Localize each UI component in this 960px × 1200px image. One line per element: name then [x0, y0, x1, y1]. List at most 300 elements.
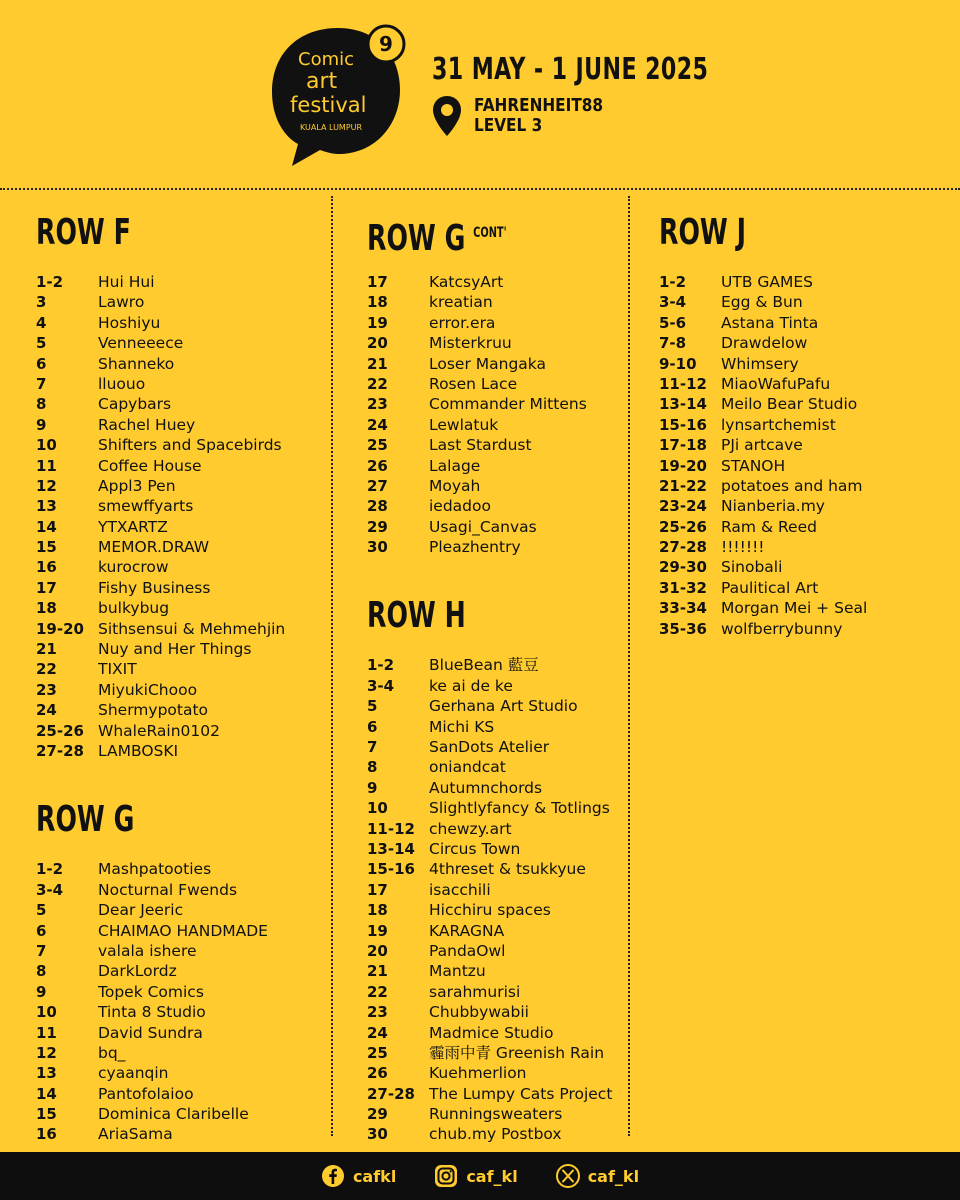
booth-number: 8 — [36, 395, 47, 414]
booth-entry — [36, 1023, 326, 1043]
exhibitor-name: Hicchiru spaces — [429, 901, 551, 920]
booth-number: 16 — [36, 558, 57, 577]
booth-number: 27-28 — [367, 1084, 415, 1103]
booth-number: 5-6 — [659, 313, 687, 332]
booth-number: 14 — [36, 517, 57, 536]
booth-entry — [36, 456, 326, 476]
exhibitor-name: Rachel Huey — [98, 415, 196, 434]
exhibitor-name: Drawdelow — [721, 334, 808, 353]
booth-number: 13 — [36, 1064, 57, 1083]
booth-number: 6 — [36, 354, 47, 373]
booth-entry — [659, 578, 939, 598]
booth-number: 4 — [36, 313, 47, 332]
booth-number: 12 — [36, 476, 57, 495]
booth-number: 11 — [36, 1023, 57, 1042]
booth-number: 25-26 — [36, 721, 84, 740]
booth-number: 21 — [367, 962, 388, 981]
exhibitor-name: oniandcat — [429, 758, 506, 777]
facebook-handle: cafkl — [352, 1166, 397, 1186]
exhibitor-name: Moyah — [429, 476, 481, 495]
booth-entry — [659, 435, 939, 455]
exhibitor-name: Coffee House — [98, 456, 202, 475]
booth-entry — [36, 496, 326, 516]
exhibitor-name: chub.my Postbox — [429, 1125, 562, 1144]
booth-entry — [36, 680, 326, 700]
booth-entry — [36, 619, 326, 639]
booth-entry — [36, 354, 326, 374]
exhibitor-name: BlueBean 藍豆 — [429, 656, 539, 675]
exhibitor-name: WhaleRain0102 — [98, 721, 220, 740]
booth-entry — [367, 435, 622, 455]
exhibitor-name: Pantofolaioo — [98, 1084, 194, 1103]
booth-number: 21-22 — [659, 476, 707, 495]
booth-entry — [36, 982, 326, 1002]
row-f-heading: ROW F — [36, 212, 131, 253]
booth-entry — [36, 374, 326, 394]
row-g-list — [36, 859, 326, 1144]
booth-entry — [36, 639, 326, 659]
booth-entry — [659, 313, 939, 333]
booth-number: 7 — [36, 941, 47, 960]
booth-entry — [36, 921, 326, 941]
booth-entry — [659, 354, 939, 374]
booth-number: 22 — [367, 982, 388, 1001]
venue-level: LEVEL 3 — [474, 115, 543, 136]
column-2 — [367, 196, 622, 1145]
booth-number: 35-36 — [659, 619, 707, 638]
exhibitor-name: KatcsyArt — [429, 273, 504, 291]
exhibitor-name: Kuehmerlion — [429, 1064, 527, 1083]
booth-number: 7 — [36, 374, 47, 393]
booth-entry — [659, 598, 939, 618]
exhibitor-name: 4threset & tsukkyue — [429, 860, 586, 879]
exhibitor-name: Hui Hui — [98, 273, 155, 291]
booth-entry — [659, 456, 939, 476]
booth-number: 17-18 — [659, 436, 707, 455]
svg-text:KUALA LUMPUR: KUALA LUMPUR — [300, 123, 363, 132]
exhibitor-name: Rosen Lace — [429, 374, 518, 393]
booth-entry — [36, 394, 326, 414]
x-handle: caf_kl — [587, 1166, 640, 1186]
exhibitor-name: Topek Comics — [98, 982, 204, 1001]
location-pin-icon — [432, 95, 462, 137]
exhibitor-name: chewzy.art — [429, 819, 512, 838]
instagram-link[interactable] — [434, 1164, 517, 1188]
exhibitor-name: KARAGNA — [429, 921, 505, 940]
exhibitor-name: YTXARTZ — [98, 517, 168, 536]
booth-entry — [36, 880, 326, 900]
booth-entry — [36, 313, 326, 333]
exhibitor-name: Nuy and Her Things — [98, 640, 252, 659]
booth-entry — [659, 333, 939, 353]
booth-number: 31-32 — [659, 578, 707, 597]
exhibitor-name: Lewlatuk — [429, 415, 499, 434]
exhibitor-name: Autumnchords — [429, 778, 543, 797]
exhibitor-name: The Lumpy Cats Project — [429, 1084, 613, 1103]
booth-entry — [36, 659, 326, 679]
instagram-icon — [434, 1164, 458, 1188]
booth-entry — [367, 333, 622, 353]
booth-entry — [659, 619, 939, 639]
booth-entry — [367, 880, 622, 900]
exhibitor-name: PJi artcave — [721, 436, 803, 455]
booth-entry — [659, 476, 939, 496]
booth-entry — [367, 496, 622, 516]
booth-entry — [659, 415, 939, 435]
booth-entry — [36, 941, 326, 961]
booth-entry — [36, 517, 326, 537]
booth-number: 7 — [367, 738, 378, 757]
booth-entry — [659, 557, 939, 577]
exhibitor-name: Loser Mangaka — [429, 354, 546, 373]
booth-number: 23-24 — [659, 497, 707, 516]
booth-number: 9-10 — [659, 354, 697, 373]
booth-number: 13 — [36, 497, 57, 516]
booth-number: 26 — [367, 456, 388, 475]
booth-entry — [36, 1002, 326, 1022]
booth-number: 29 — [367, 1105, 388, 1124]
booth-entry — [367, 1124, 622, 1144]
booth-entry — [36, 476, 326, 496]
booth-entry — [367, 456, 622, 476]
booth-entry — [367, 961, 622, 981]
exhibitor-name: AriaSama — [98, 1125, 173, 1144]
booth-entry — [36, 1104, 326, 1124]
exhibitor-name: Usagi_Canvas — [429, 517, 537, 536]
booth-entry — [367, 921, 622, 941]
exhibitor-name: Lalage — [429, 456, 481, 475]
booth-number: 3-4 — [367, 676, 395, 695]
booth-entry — [367, 374, 622, 394]
booth-entry — [367, 900, 622, 920]
booth-entry — [36, 333, 326, 353]
exhibitor-name: potatoes and ham — [721, 476, 863, 495]
booth-number: 10 — [36, 1003, 57, 1022]
booth-number: 24 — [367, 1023, 388, 1042]
row-j-list — [659, 272, 939, 639]
booth-number: 9 — [36, 415, 47, 434]
booth-number: 9 — [367, 778, 378, 797]
booth-entry — [367, 676, 622, 696]
booth-number: 22 — [367, 374, 388, 393]
exhibitor-name: Egg & Bun — [721, 293, 803, 312]
exhibitor-name: lynsartchemist — [721, 415, 836, 434]
exhibitor-name: Shermypotato — [98, 701, 209, 720]
event-info — [432, 52, 769, 137]
exhibitor-name: sarahmurisi — [429, 982, 521, 1001]
svg-text:art: art — [306, 69, 338, 94]
exhibitor-name: Hoshiyu — [98, 313, 161, 332]
booth-number: 16 — [36, 1125, 57, 1144]
booth-entry — [659, 496, 939, 516]
booth-entry — [659, 517, 939, 537]
exhibitor-name: wolfberrybunny — [721, 619, 843, 638]
booth-number: 27-28 — [659, 538, 707, 557]
booth-number: 3-4 — [659, 293, 687, 312]
exhibitor-name: iedadoo — [429, 497, 491, 516]
booth-number: 6 — [36, 921, 47, 940]
booth-number: 19 — [367, 921, 388, 940]
booth-number: 30 — [367, 1125, 388, 1144]
facebook-link[interactable] — [321, 1164, 396, 1188]
exhibitor-name: Runningsweaters — [429, 1105, 563, 1124]
cont-superscript: CONT' — [473, 225, 507, 241]
exhibitor-name: STANOH — [721, 456, 786, 475]
booth-number: 8 — [36, 962, 47, 981]
exhibitor-name: Fishy Business — [98, 578, 211, 597]
exhibitor-name: MiaoWafuPafu — [721, 374, 831, 393]
booth-entry — [36, 1124, 326, 1144]
column-3 — [659, 196, 939, 639]
booth-entry — [367, 737, 622, 757]
booth-number: 21 — [36, 640, 57, 659]
booth-entry — [367, 982, 622, 1002]
booth-number: 25 — [367, 1043, 388, 1062]
exhibitor-name: UTB GAMES — [721, 273, 813, 291]
x-link[interactable] — [556, 1164, 639, 1188]
booth-entry — [367, 415, 622, 435]
booth-entry — [367, 313, 622, 333]
exhibitor-name: TIXIT — [98, 660, 137, 679]
booth-entry — [659, 292, 939, 312]
exhibitor-name: !!!!!!! — [721, 538, 765, 557]
booth-entry — [36, 961, 326, 981]
instagram-handle: caf_kl — [466, 1166, 518, 1186]
exhibitor-name: MEMOR.DRAW — [98, 538, 210, 557]
booth-number: 23 — [367, 395, 388, 414]
booth-number: 27 — [367, 476, 388, 495]
booth-number: 22 — [36, 660, 57, 679]
booth-entry — [367, 696, 622, 716]
booth-number: 23 — [367, 1003, 388, 1022]
booth-number: 15 — [36, 538, 57, 557]
exhibitor-name: Sinobali — [721, 558, 783, 577]
booth-number: 28 — [367, 497, 388, 516]
exhibitor-name: Dear Jeeric — [98, 901, 184, 920]
booth-entry — [367, 778, 622, 798]
booth-number: 6 — [367, 717, 378, 736]
exhibitor-name: Nocturnal Fwends — [98, 880, 238, 899]
exhibitor-name: PandaOwl — [429, 941, 506, 960]
booth-entry — [367, 798, 622, 818]
booth-entry — [367, 292, 622, 312]
booth-entry — [367, 394, 622, 414]
booth-entry — [367, 272, 622, 292]
booth-number: 19-20 — [659, 456, 707, 475]
column-1 — [36, 196, 326, 1145]
booth-number: 17 — [36, 578, 57, 597]
booth-number: 30 — [367, 538, 388, 557]
exhibitor-name: Paulitical Art — [721, 578, 819, 597]
exhibitor-name: Misterkruu — [429, 334, 512, 353]
booth-entry — [367, 1063, 622, 1083]
booth-number: 17 — [367, 273, 388, 291]
exhibitor-name: Mantzu — [429, 962, 486, 981]
booth-entry — [659, 272, 939, 292]
booth-entry — [36, 900, 326, 920]
svg-text:festival: festival — [290, 93, 367, 117]
exhibitor-name: smewffyarts — [98, 497, 194, 516]
booth-entry — [367, 757, 622, 777]
booth-number: 10 — [367, 799, 388, 818]
booth-entry — [36, 721, 326, 741]
booth-number: 7-8 — [659, 334, 687, 353]
edition-number: 9 — [379, 32, 393, 56]
exhibitor-name: cyaanqin — [98, 1064, 169, 1083]
exhibitor-name: error.era — [429, 313, 496, 332]
exhibitor-name: Venneeece — [98, 334, 184, 353]
row-g-cont-list — [367, 272, 622, 557]
exhibitor-name: Last Stardust — [429, 436, 532, 455]
exhibitor-name: Madmice Studio — [429, 1023, 554, 1042]
header — [0, 0, 960, 188]
booth-entry — [367, 537, 622, 557]
column-divider-1 — [331, 196, 333, 1136]
booth-entry — [367, 941, 622, 961]
booth-entry — [36, 537, 326, 557]
booth-entry — [367, 655, 622, 675]
booth-entry — [367, 717, 622, 737]
exhibitor-name: DarkLordz — [98, 962, 177, 981]
booth-number: 18 — [36, 599, 57, 618]
svg-text:Comic: Comic — [298, 49, 355, 70]
header-divider — [0, 188, 960, 190]
booth-entry — [36, 1084, 326, 1104]
booth-number: 25-26 — [659, 517, 707, 536]
exhibitor-name: Appl3 Pen — [98, 476, 176, 495]
exhibitor-name: Shanneko — [98, 354, 175, 373]
booth-number: 33-34 — [659, 599, 707, 618]
event-date: 31 MAY - 1 JUNE 2025 — [432, 52, 709, 87]
booth-number: 19 — [367, 313, 388, 332]
booth-number: 1-2 — [36, 860, 64, 879]
booth-number: 1-2 — [367, 656, 395, 675]
booth-number: 1-2 — [659, 273, 687, 291]
booth-number: 11-12 — [367, 819, 415, 838]
booth-number: 29 — [367, 517, 388, 536]
booth-entry — [367, 1002, 622, 1022]
exhibitor-name: Dominica Claribelle — [98, 1105, 249, 1124]
booth-entry — [36, 272, 326, 292]
booth-number: 27-28 — [36, 741, 84, 760]
booth-number: 15-16 — [367, 860, 415, 879]
booth-entry — [36, 435, 326, 455]
exhibitor-name: Ram & Reed — [721, 517, 817, 536]
booth-entry — [367, 839, 622, 859]
booth-number: 24 — [367, 415, 388, 434]
booth-entry — [367, 1023, 622, 1043]
booth-number: 3 — [36, 293, 47, 312]
booth-number: 26 — [367, 1064, 388, 1083]
exhibitor-name: kreatian — [429, 293, 493, 312]
booth-entry — [36, 292, 326, 312]
exhibitor-name: ke ai de ke — [429, 676, 513, 695]
exhibitor-name: valala ishere — [98, 941, 197, 960]
exhibitor-name: lluouo — [98, 374, 146, 393]
booth-number: 11-12 — [659, 374, 707, 393]
venue — [432, 95, 769, 137]
exhibitor-name: Michi KS — [429, 717, 495, 736]
exhibitor-name: Nianberia.my — [721, 497, 825, 516]
booth-entry — [367, 517, 622, 537]
booth-entry — [659, 537, 939, 557]
booth-number: 3-4 — [36, 880, 64, 899]
exhibitor-name: Tinta 8 Studio — [98, 1003, 206, 1022]
exhibitor-name: Circus Town — [429, 839, 521, 858]
booth-entry — [367, 1104, 622, 1124]
booth-number: 5 — [36, 901, 47, 920]
exhibitor-name: 霾雨中青 Greenish Rain — [429, 1043, 605, 1062]
booth-number: 11 — [36, 456, 57, 475]
row-f-list — [36, 272, 326, 761]
booth-entry — [367, 476, 622, 496]
exhibitor-name: Shifters and Spacebirds — [98, 436, 282, 455]
exhibitor-name: bq_ — [98, 1043, 126, 1062]
booth-number: 15 — [36, 1105, 57, 1124]
booth-number: 20 — [367, 334, 388, 353]
venue-name: FAHRENHEIT88 — [474, 95, 604, 116]
booth-number: 8 — [367, 758, 378, 777]
booth-entry — [36, 1043, 326, 1063]
row-j-heading: ROW J — [659, 212, 746, 253]
exhibitor-name: Gerhana Art Studio — [429, 697, 578, 716]
booth-number: 1-2 — [36, 273, 64, 291]
footer — [0, 1152, 960, 1200]
booth-entry — [36, 741, 326, 761]
booth-number: 13-14 — [367, 839, 415, 858]
booth-entry — [36, 578, 326, 598]
booth-entry — [36, 557, 326, 577]
booth-entry — [659, 394, 939, 414]
exhibitor-name: Morgan Mei + Seal — [721, 599, 868, 618]
row-g-heading: ROW G — [36, 799, 135, 841]
booth-number: 21 — [367, 354, 388, 373]
exhibitor-name: Commander Mittens — [429, 395, 587, 414]
exhibitor-name: Mashpatooties — [98, 860, 212, 879]
exhibitor-name: Meilo Bear Studio — [721, 395, 858, 414]
booth-number: 5 — [36, 334, 47, 353]
exhibitor-name: Lawro — [98, 293, 145, 312]
exhibitor-name: MiyukiChooo — [98, 680, 198, 699]
exhibitor-name: Capybars — [98, 395, 172, 414]
booth-entry — [367, 1084, 622, 1104]
booth-entry — [367, 819, 622, 839]
column-divider-2 — [628, 196, 630, 1136]
booth-number: 14 — [36, 1084, 57, 1103]
exhibitor-name: SanDots Atelier — [429, 738, 550, 757]
exhibitor-name: David Sundra — [98, 1023, 203, 1042]
exhibitor-name: Astana Tinta — [721, 313, 819, 332]
facebook-icon — [321, 1164, 345, 1188]
x-icon — [556, 1164, 580, 1188]
booth-number: 12 — [36, 1043, 57, 1062]
booth-entry — [367, 354, 622, 374]
exhibitor-name: Sithsensui & Mehmehjin — [98, 619, 286, 638]
row-h-list — [367, 655, 622, 1144]
booth-number: 25 — [367, 436, 388, 455]
booth-number: 17 — [367, 880, 388, 899]
exhibitor-name: kurocrow — [98, 558, 169, 577]
exhibitor-name: isacchili — [429, 880, 491, 899]
booth-number: 18 — [367, 293, 388, 312]
booth-number: 29-30 — [659, 558, 707, 577]
booth-entry — [367, 1043, 622, 1063]
booth-number: 18 — [367, 901, 388, 920]
exhibitor-name: bulkybug — [98, 599, 170, 618]
booth-entry — [36, 598, 326, 618]
exhibitor-name: Pleazhentry — [429, 538, 521, 557]
booth-number: 5 — [367, 697, 378, 716]
